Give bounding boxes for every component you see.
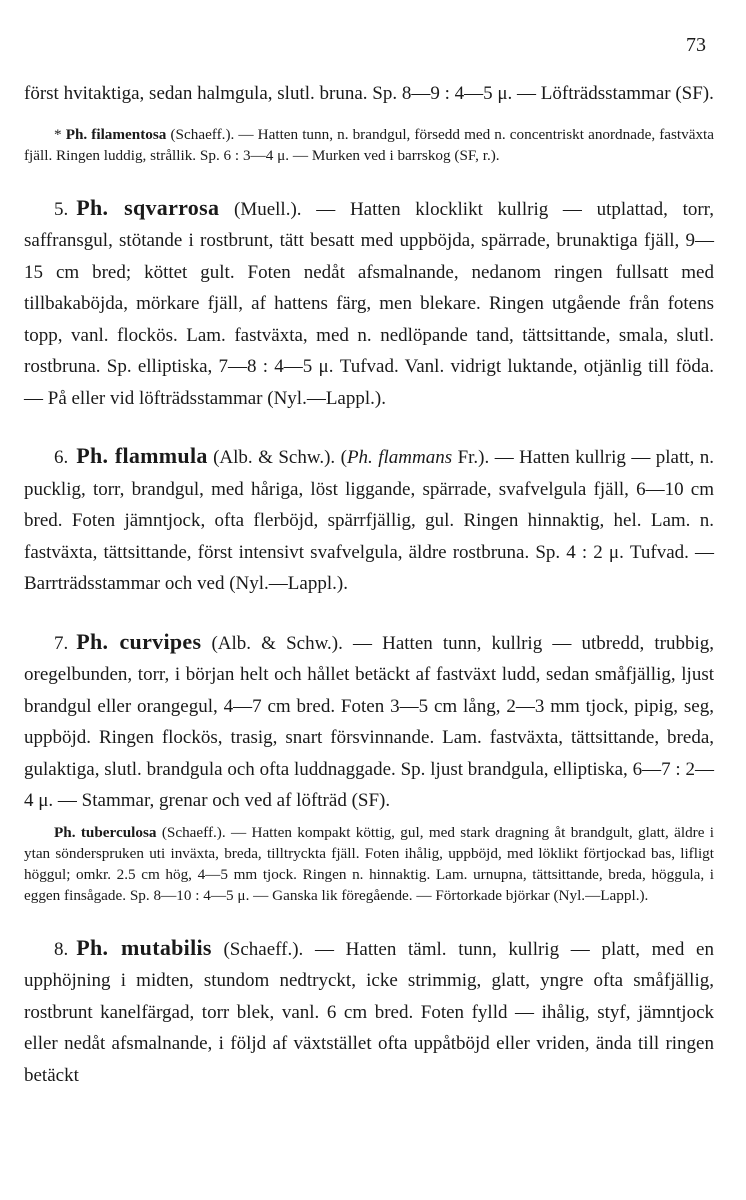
species-name: Ph. flammula (76, 443, 208, 468)
page-body (24, 78, 714, 1091)
species-number: 7. (54, 632, 69, 654)
entry-marker: * (54, 125, 62, 143)
species-description: (Alb. & Schw.). — Hatten tunn, kullrig — utbredd, trubbig, oregelbunden, torr, i början helt och hållet betäckt af fastväxt ludd, sedan småfjällig, ljust brandgul eller orangegul, 4—7 cm bred. Foten 3—5 cm lång, 2—3 mm tjock, pipig, seg, uppböjd. Ringen flockös, trasig, snart försvinnande. Lam. fastväxta, tättsittande, breda, gulaktiga, slutl. brandgula och ofta luddnaggade. Sp. ljust brandgula, elliptiska, 6—7 : 2—4 μ. — Stammar, grenar och ved af löfträd (SF). (24, 632, 714, 811)
species-number: 8. (54, 938, 69, 960)
species-name: Ph. filamentosa (65, 125, 167, 143)
species-description: (Muell.). — Hatten klocklikt kullrig — utplattad, torr, saffransgul, stötande i rostbrunt, tätt besatt med uppböjda, spärrade, brunaktiga fjäll, 9—15 cm bred; köttet gult. Foten nedåt afsmalnande, nedanom ringen fullsatt med tillbakaböjda, mörkare fjäll, af hattens färg, men blekare. Ringen utgående från fotens topp, vanl. flockös. Lam. fastväxta, med n. nedlöpande tand, tättsittande, smala, slutl. rostbruna. Sp. elliptiska, 7—8 : 4—5 μ. Tufvad. Vanl. vidrigt luktande, otjänlig till föda. — På eller vid löfträdsstammar (Nyl.—Lappl.). (24, 198, 714, 409)
species-entry-mutabilis (24, 932, 714, 1092)
page-number: 73 (686, 34, 706, 56)
intro-paragraph (24, 78, 714, 110)
species-entry-tuberculosa (24, 822, 714, 906)
species-authority: (Alb. & Schw.). ( (213, 447, 347, 468)
species-description: (Schaeff.). — Hatten kompakt köttig, gul, med stark dragning åt brandgult, glatt, äldre i ytan sönderspruken uti inväxta, breda, tilltryckta fjäll. Foten ihålig, uppböjd, med löklikt förtjockad bas, lifligt höggul; omkr. 2.5 cm hög, 4—5 mm tjock. Ringen n. hinnaktig. Lam. urnupna, tättsittande, breda, höggula, i eggen finsågade. Sp. 8—10 : 4—5 μ. — Ganska lik föregående. — Förtorkade björkar (Nyl.—Lappl.). (24, 823, 715, 904)
species-entry-curvipes (24, 626, 714, 817)
species-number: 6. (54, 447, 69, 468)
species-description: (Schaeff.). — Hatten tunn, n. brandgul, försedd med n. concentriskt anordnade, fastväxta fjäll. Ringen luddig, strållik. Sp. 6 : 3—4 μ. — Murken ved i barrskog (SF, r.). (24, 125, 715, 164)
species-name: Ph. tuberculosa (54, 823, 157, 841)
species-entry-squarrosa (24, 192, 714, 415)
intro-text: först hvitaktiga, sedan halmgula, slutl. bruna. Sp. 8—9 : 4—5 μ. — Löfträdsstammar (SF). (24, 83, 714, 104)
species-name: Ph. mutabilis (76, 934, 212, 960)
species-name: Ph. sqvarrosa (76, 194, 220, 220)
species-entry-filamentosa (24, 124, 714, 166)
species-entry-flammula (24, 440, 714, 600)
species-description: Fr.). — Hatten kullrig — platt, n. pucklig, torr, brandgul, med håriga, löst liggande, spärrade, svafvelgula fjäll, 6—10 cm bred. Foten jämntjock, ofta flerböjd, spärrfjällig, gul. Ringen hinnaktig, hel. Lam. n. fastväxta, tättsittande, först intensivt svafvelgula, äldre rostbruna. Sp. 4 : 2 μ. Tufvad. — Barrträdsstammar och ved (Nyl.—Lappl.). (24, 447, 714, 594)
species-number: 5. (54, 198, 69, 220)
species-name: Ph. curvipes (76, 628, 202, 654)
synonym-name: Ph. flammans (346, 447, 453, 468)
species-description: (Schaeff.). — Hatten täml. tunn, kullrig — platt, med en upphöjning i midten, stundom nedtryckt, icke strimmig, glatt, yngre ofta småfjällig, rostbrunt kanelfärgad, torr blek, vanl. 6 cm bred. Foten fylld — ihålig, styf, jämntjock eller nedåt afsmalnande, i följd af växtstället ofta uppåtböjd eller vriden, ända till ringen betäckt (24, 938, 714, 1086)
